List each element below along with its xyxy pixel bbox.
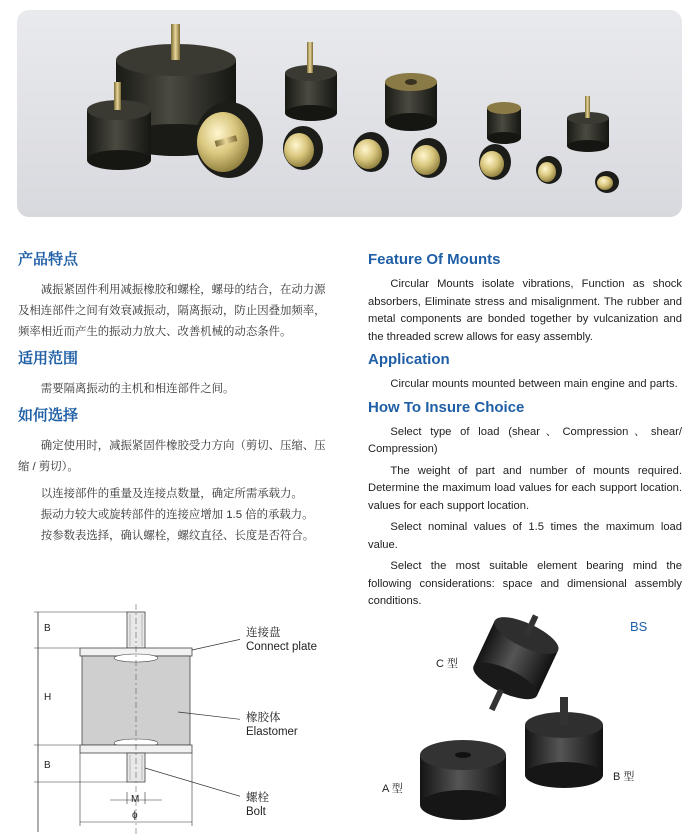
en-heading-application: Application [368,351,450,368]
series-label: BS [630,619,648,634]
dim-m: M [131,794,140,805]
en-selection-text-1: Select type of load (shear、Compression、shear/ Compression) [368,425,682,455]
en-heading-features: Feature Of Mounts [368,251,501,268]
dim-b-bottom: B [44,760,51,771]
chinese-text-column [18,250,336,547]
cn-heading-application: 适用范围 [18,350,79,367]
cn-selection-text-3: 振动力较大或旋转部件的连接应增加 1.5 倍的承载力。 [40,509,314,521]
label-elastomer-en: Elastomer [246,726,298,738]
cn-application-text: 需要隔离振动的主机和相连部件之间。 [40,383,235,395]
cn-selection-text-1: 确定使用时，减振紧固件橡胶受力方向（剪切、压缩、压缩 / 剪切）。 [18,440,326,473]
dim-b-top: B [44,623,51,634]
en-application-text: Circular mounts mounted between main engine and parts. [390,378,678,390]
cn-selection-text-2: 以连接部件的重量及连接点数量，确定所需承载力。 [40,488,303,500]
cn-features-text: 减振紧固件利用减振橡胶和螺栓，螺母的结合，在动力源及相连部件之间有效衰减振动，隔离振动，防止因叠加频率，频率相近而产生的振动力放大、改善机械的动态条件。 [18,284,326,338]
mounts-photo [17,10,682,217]
cn-selection-text-4: 按参数表选择，确认螺栓，螺纹直径、长度是否符合。 [40,530,315,542]
type-c-label: C 型 [436,658,458,670]
en-selection-text-3: Select nominal values of 1.5 times the maximum load value. [368,521,682,551]
label-connect-plate-cn: 连接盘 [246,627,281,639]
en-heading-selection: How To Insure Choice [368,398,525,416]
english-text-column [368,250,682,615]
mount-cross-section-diagram [0,600,240,840]
label-connect-plate-en: Connect plate [246,641,317,653]
label-bolt-cn: 螺栓 [246,792,269,804]
label-elastomer-cn: 橡胶体 [246,712,281,724]
label-bolt-en: Bolt [246,806,266,818]
en-selection-text-4: Select the most suitable element bearing mind the following considerations: space and dimensional assembly conditions. [368,560,682,607]
en-selection-text-2: The weight of part and number of mounts required. Determine the maximum load values for each support location. values for each support location. [368,464,682,512]
cn-heading-features: 产品特点 [18,251,79,268]
cn-heading-selection: 如何选择 [18,407,79,424]
en-features-text: Circular Mounts isolate vibrations, Function as shock absorbers, Eliminate stress and misalignment. The rubber and metal components are bonded together by vulcanization and the threaded screw allows for easy assembly. [368,278,682,343]
dim-phi: ϕ [132,810,138,821]
type-a-label: A 型 [382,783,403,795]
type-b-label: B 型 [613,771,635,783]
dim-h: H [44,692,52,703]
product-types-photo [400,605,640,835]
product-photo-banner [17,10,682,217]
